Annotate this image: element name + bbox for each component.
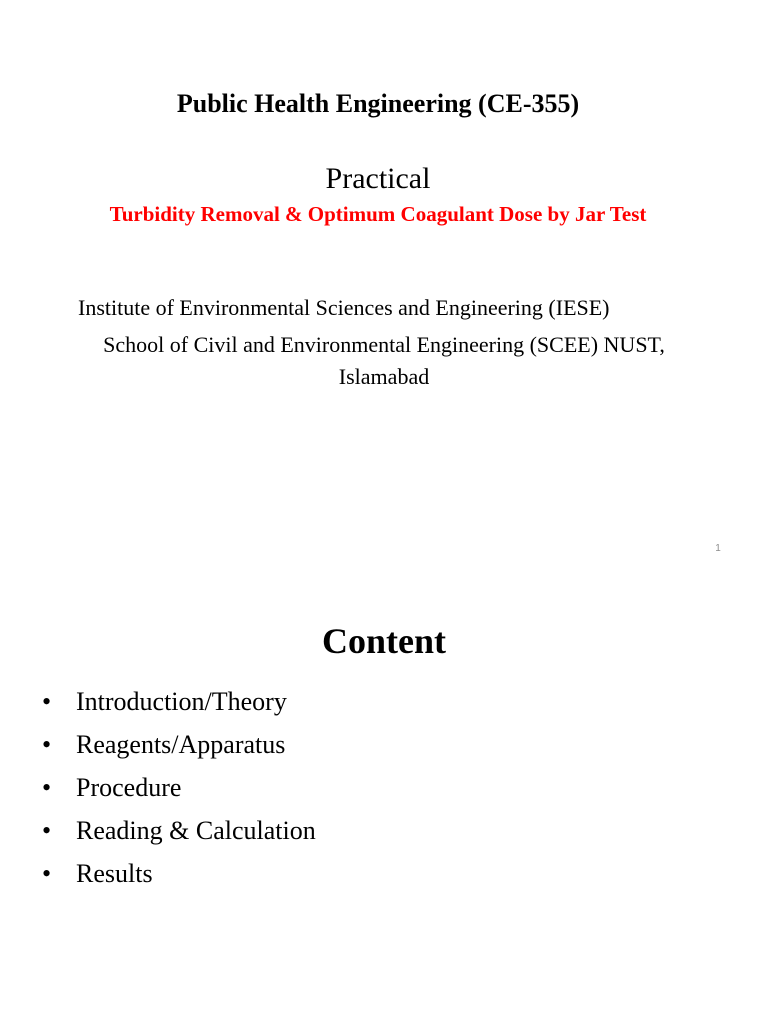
content-slide (0, 576, 768, 1024)
list-item (42, 766, 316, 809)
list-item-label: Reagents/Apparatus (76, 730, 286, 759)
list-item-label: Procedure (76, 773, 182, 802)
content-heading: Content (322, 621, 446, 661)
list-item-label: Results (76, 859, 153, 888)
bullet-icon: • (42, 816, 52, 845)
institute-name: Institute of Environmental Sciences and Engineering (IESE) (78, 295, 610, 320)
school-name (0, 329, 768, 393)
list-item (42, 723, 316, 766)
bullet-icon: • (42, 730, 52, 759)
experiment-title: Turbidity Removal & Optimum Coagulant Dose by Jar Test (109, 202, 647, 226)
list-item-label: Reading & Calculation (76, 816, 316, 845)
content-list (42, 680, 316, 895)
school-line-2: Islamabad (338, 364, 430, 389)
practical-label: Practical (325, 162, 431, 195)
bullet-icon: • (42, 687, 52, 716)
bullet-icon: • (42, 773, 52, 802)
list-item (42, 852, 316, 895)
school-line-1: School of Civil and Environmental Engineering (SCEE) NUST, (103, 332, 665, 357)
bullet-icon: • (42, 859, 52, 888)
list-item (42, 809, 316, 852)
course-title: Public Health Engineering (CE-355) (176, 89, 580, 118)
slide-number: 1 (715, 543, 721, 554)
list-item-label: Introduction/Theory (76, 687, 287, 716)
list-item (42, 680, 316, 723)
